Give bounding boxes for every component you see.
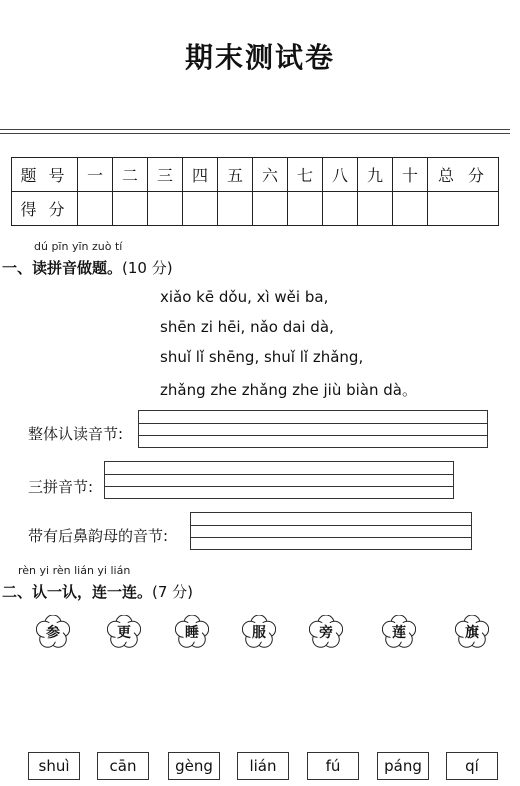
character-flower[interactable] — [242, 615, 276, 649]
score-table-col: 三 — [148, 158, 183, 192]
section2-points: (7 分) — [152, 583, 194, 601]
character-flower[interactable] — [36, 615, 70, 649]
character-label: 更 — [117, 625, 131, 641]
character-flower[interactable] — [309, 615, 343, 649]
character-flower[interactable] — [175, 615, 209, 649]
section2-heading — [2, 581, 193, 602]
score-table-col: 四 — [183, 158, 218, 192]
score-cell[interactable] — [358, 192, 393, 226]
score-table-col-total: 总分 — [428, 158, 499, 192]
pinyin-box[interactable]: páng — [377, 752, 429, 780]
score-table-row-label: 得分 — [12, 192, 78, 226]
score-cell[interactable] — [218, 192, 253, 226]
score-cell[interactable] — [183, 192, 218, 226]
pinyin-box[interactable]: fú — [307, 752, 359, 780]
score-cell[interactable] — [253, 192, 288, 226]
pinyin-box[interactable]: shuì — [28, 752, 80, 780]
passage-line-4: zhǎng zhe zhǎng zhe jiù biàn dà。 — [160, 381, 417, 399]
pinyin-box[interactable]: lián — [237, 752, 289, 780]
section2-heading-text: 二、认一认，连一连。 — [2, 583, 153, 601]
score-cell[interactable] — [113, 192, 148, 226]
score-table-col: 五 — [218, 158, 253, 192]
section1-points: (10 分) — [122, 259, 173, 277]
answer-box-whole-syllables[interactable] — [138, 410, 488, 448]
pinyin-box[interactable]: gèng — [168, 752, 220, 780]
score-table-score-row — [12, 192, 499, 226]
divider-top — [0, 129, 510, 130]
score-table-col: 六 — [253, 158, 288, 192]
section1-heading — [2, 257, 173, 278]
prompt-whole-syllables: 整体认读音节: — [28, 425, 124, 443]
passage-line-3: shuǐ lǐ shēng, shuǐ lǐ zhǎng, — [160, 348, 364, 366]
character-label: 服 — [252, 625, 266, 641]
section1-heading-text: 一、读拼音做题。 — [2, 259, 123, 277]
character-flower[interactable] — [107, 615, 141, 649]
prompt-three-part-syllables: 三拼音节: — [28, 478, 94, 496]
character-label: 旗 — [465, 625, 479, 641]
divider-bottom — [0, 133, 510, 134]
answer-box-three-part-syllables[interactable] — [104, 461, 454, 499]
score-table-col: 八 — [323, 158, 358, 192]
character-label: 参 — [46, 625, 60, 641]
page-title: 期末测试卷 — [184, 41, 335, 74]
score-cell[interactable] — [288, 192, 323, 226]
score-table-col: 九 — [358, 158, 393, 192]
score-cell[interactable] — [323, 192, 358, 226]
score-cell[interactable] — [148, 192, 183, 226]
passage-line-1: xiǎo kē dǒu, xì wěi ba, — [160, 288, 329, 306]
character-label: 莲 — [392, 625, 406, 641]
score-table-col: 一 — [78, 158, 113, 192]
section2-pinyin: rèn yi rèn lián yi lián — [18, 564, 131, 577]
passage-line-2: shēn zi hēi, nǎo dai dà, — [160, 318, 334, 336]
pinyin-box[interactable]: cān — [97, 752, 149, 780]
character-flower[interactable] — [382, 615, 416, 649]
character-flower[interactable] — [455, 615, 489, 649]
score-cell[interactable] — [428, 192, 499, 226]
section1-pinyin: dú pīn yīn zuò tí — [34, 240, 123, 253]
score-table-row-label: 题号 — [12, 158, 78, 192]
score-table — [11, 157, 499, 226]
score-cell[interactable] — [393, 192, 428, 226]
character-label: 睡 — [185, 625, 199, 641]
score-table-col: 七 — [288, 158, 323, 192]
character-label: 旁 — [319, 625, 333, 641]
score-table-col: 十 — [393, 158, 428, 192]
answer-box-back-nasal-syllables[interactable] — [190, 512, 472, 550]
score-table-header-row — [12, 158, 499, 192]
score-table-col: 二 — [113, 158, 148, 192]
score-cell[interactable] — [78, 192, 113, 226]
prompt-back-nasal-syllables: 带有后鼻韵母的音节: — [28, 527, 169, 545]
pinyin-box[interactable]: qí — [446, 752, 498, 780]
